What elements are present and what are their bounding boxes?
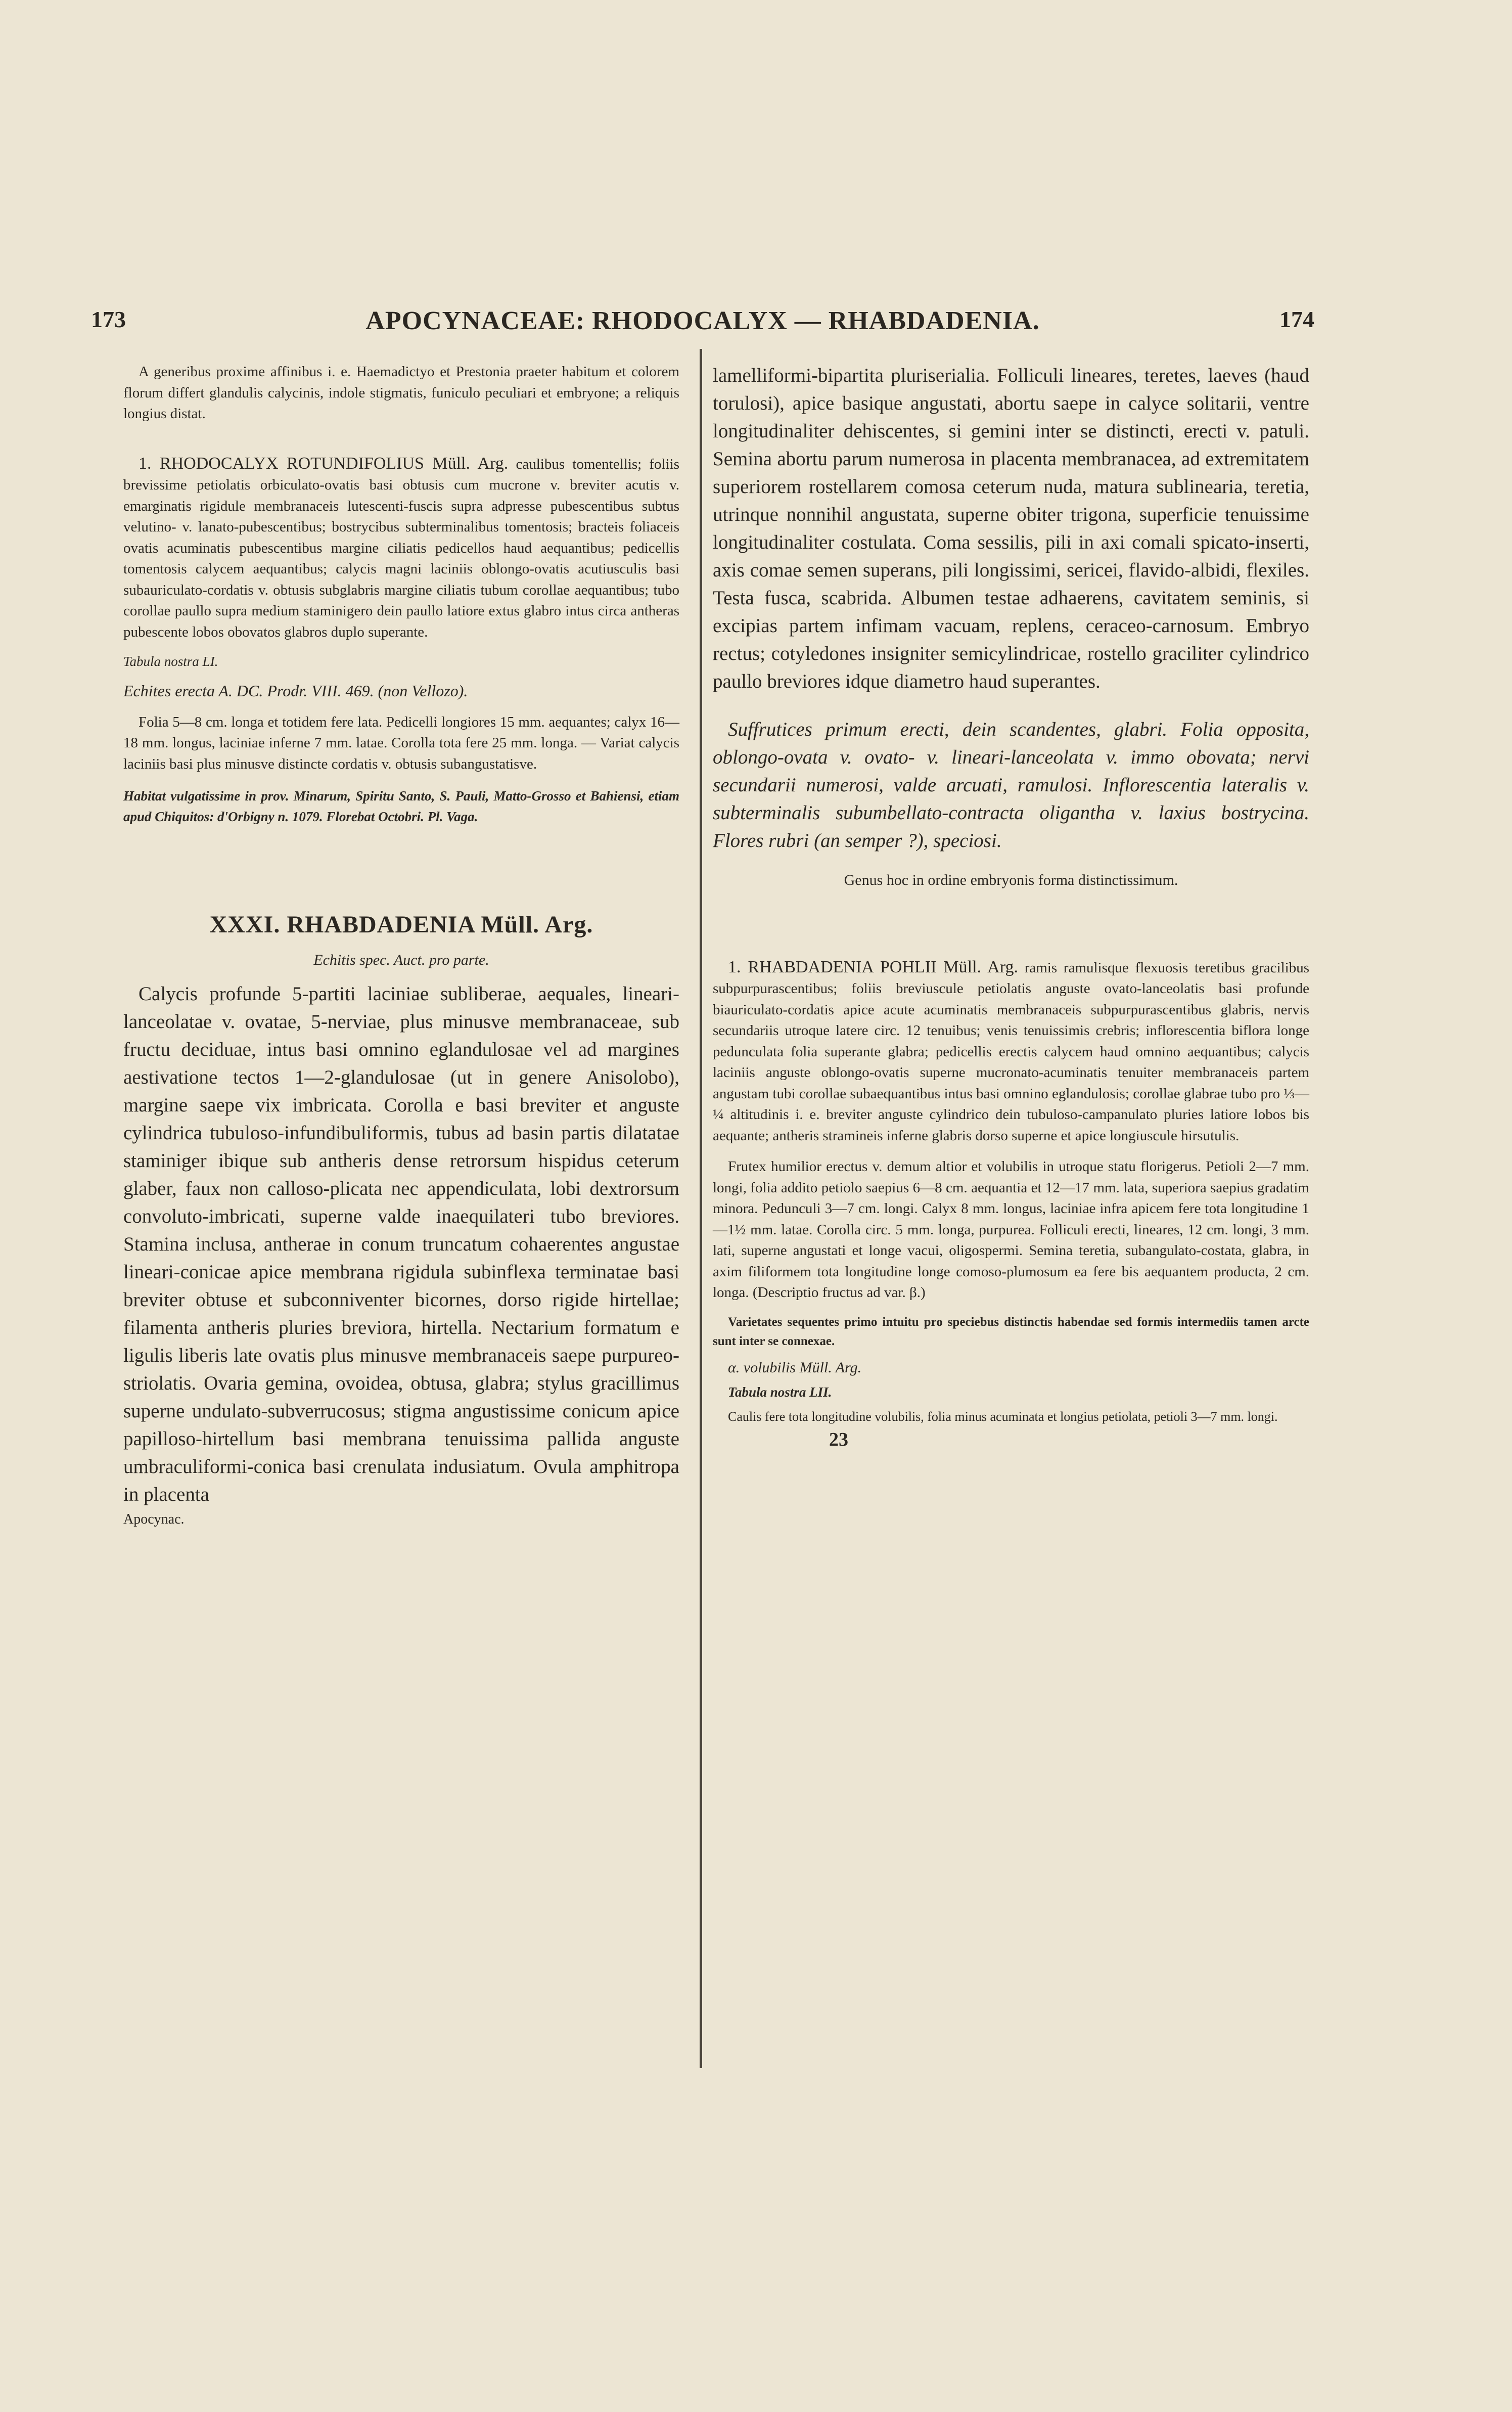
genus-note: Genus hoc in ordine embryonis forma distinctissimum. bbox=[844, 872, 1178, 888]
variety-alpha: α. volubilis Müll. Arg. bbox=[728, 1359, 862, 1376]
left-column bbox=[123, 362, 679, 1528]
section-title: XXXI. RHABDADENIA Müll. Arg. bbox=[209, 911, 593, 938]
variety-alpha-description: Caulis fere tota longitudine volubilis, folia minus acuminata et longius petiolata, petioli 3—7 mm. longi. bbox=[728, 1409, 1278, 1424]
signature-number: 23 bbox=[829, 1428, 848, 1450]
species-diagnosis: caulibus tomentellis; foliis brevissime petiolatis orbiculato-ovatis basi obtusis cum mucrone v. breviter acutis v. emarginatis rigidule membranaceis lutescenti-fuscis supra adpresse pubescentibus subtus velutino- v. lanato-pubescentibus; bostrycibus subterminalibus tomentosis; bracteis foliaceis ovatis acuminatis pubescentibus margine ciliatis pedicellos haud aequantibus; pedicellis tomentosis calycem aequantibus; calycis magni laciniis oblongo-ovatis acutiusculis basi subauriculato-cordatis v. obtusis subglabris margine ciliatis tubum corollae aequantibus; tubo corollae paullo supra medium staminigero dein paullo latiore extus glabro intus circa antheras pubescente lobos obovatos glabros duplo superante. bbox=[123, 456, 679, 640]
running-title: APOCYNACEAE: RHODOCALYX — RHABDADENIA. bbox=[365, 306, 1040, 335]
species-diagnosis: ramis ramulisque flexuosis teretibus gracilibus subpurpurascentibus; foliis breviuscule petiolatis anguste ovato-lanceolatis basi profunde biauriculato-cordatis apice acute acuminatis membranaceis subpurpurascentibus glabris, nervis secundariis utroque latere circ. 12 tenuibus; venis tenuissimis crebris; inflorescentia biflora longe pedunculata folia superante glabra; pedicellis erectis calycem haud omnino aequantibus; calycis laciniis anguste oblongo-ovatis superne mucronato-acuminatis tenuiter membranaceis partem angustam tubi corollae subaequantibus intus basi omnino eglandulosis; corollae glabrae tubo pro ⅓—¼ altitudinis i. e. breviter anguste cylindrico dein tubuloso-campanulato pluries latiore lobos bis aequante; antheris stramineis inferne glabris dorso superne et apice longiuscule hirsutulis. bbox=[713, 959, 1309, 1144]
section-subtitle: Echitis spec. Auct. pro parte. bbox=[313, 952, 489, 968]
species-description: Frutex humilior erectus v. demum altior et volubilis in utroque statu florigerus. Petioli 2—7 mm. longi, folia addito petiolo saepius 6—8 cm. aequantia et 12—17 mm. lata, superiora saepius gradatim minora. Pedunculi 3—7 cm. longi. Calyx 8 mm. longus, laciniae infra apicem fere tota longitudine 1—1½ mm. latae. Corolla circ. 5 mm. longa, purpurea. Folliculi erecti, lineares, 12 cm. longi, 3 mm. lati, superne angustati et longe vacui, oligospermi. Semina teretia, subangulato-costata, glabra, in axim filiformem tota longitudine longe comoso-plumosum ea fere bis aequantem producta, 2 cm. longa. (Descriptio fructus ad var. β.) bbox=[713, 1158, 1309, 1301]
species-rhodocalyx-rotundifolius bbox=[123, 453, 679, 643]
genus-intro: A generibus proxime affinibus i. e. Haemadictyo et Prestonia praeter habitum et colorem florum differt glandulis calycinis, indole stigmatis, funiculo peculiari et embryone; a reliquis longius distat. bbox=[123, 364, 679, 422]
tabula-reference: Tabula nostra LI. bbox=[123, 654, 218, 669]
habit-description: Suffrutices primum erecti, dein scandentes, glabri. Folia opposita, oblongo-ovata v. ovato- v. lineari-lanceolata v. immo obovata; nervi secundarii numerosi, valde arcuati, ramulosi. Inflorescentia lateralis v. subterminalis subumbellato-contracta oligantha v. laxius bostrycina. Flores rubri (an semper ?), speciosi. bbox=[713, 719, 1309, 852]
habitat: Habitat vulgatissime in prov. Minarum, Spiritu Santo, S. Pauli, Matto-Grosso et Bahiensi, etiam apud Chiquitos: d'Orbigny n. 1079. Florebat Octobri. Pl. Vaga. bbox=[123, 788, 679, 824]
running-header bbox=[91, 306, 1314, 346]
species-description: Folia 5—8 cm. longa et totidem fere lata. Pedicelli longiores 15 mm. aequantes; calyx 16—18 mm. longus, laciniae inferne 7 mm. latae. Corolla tota fere 25 mm. longa. — Variat calycis laciniis basi plus minusve distincte cordatis v. obtusis subangustatisve. bbox=[123, 713, 679, 772]
synonym: Echites erecta A. DC. Prodr. VIII. 469. (non Vellozo). bbox=[123, 682, 468, 700]
genus-description: Calycis profunde 5-partiti laciniae subliberae, aequales, lineari-lanceolatae v. ovatae, 5-nerviae, plus minusve membranaceae, sub fructu deciduae, intus basi omnino eglandulosae vel ad margines aestivatione tectos 1—2-glandulosae (ut in genere Anisolobo), margine saepe vix imbricata. Corolla e basi breviter et anguste cylindrica tubuloso-infundibuliformis, tubus ad basin partis dilatatae staminiger ibique sub antheris dense retrorsum hispidus ceterum glaber, faux non calloso-plicata nec appendiculata, lobi dextrorsum convoluto-imbricati, superne valde inaequilateri tubo breviores. Stamina inclusa, antherae in conum truncatum cohaerentes angustae lineari-conicae apice membrana rigidula subinflexa terminatae basi breviter obtuse et subconniventer bicornes, dorso rigide hirtellae; filamenta antheris pluries breviora, hirtella. Nectarium formatum e ligulis liberis late ovatis plus minusve membranaceis saepe purpureo-striolatis. Ovaria gemina, ovoidea, obtusa, glabra; stylus gracillimus superne undulato-subverrucosus; stigma angustissime conicum apice papilloso-hirtellum basi membrana tenuissima pallida anguste umbraculiformi-conica basi crenulata indusiatum. Ovula amphitropa in placenta bbox=[123, 983, 679, 1505]
page-number-right: 174 bbox=[1279, 306, 1314, 332]
species-title: 1. RHABDADENIA POHLII Müll. Arg. bbox=[728, 957, 1018, 976]
right-column bbox=[713, 362, 1309, 1451]
genus-description-continued: lamelliformi-bipartita pluriserialia. Folliculi lineares, teretes, laeves (haud torulosi), apice basique angustati, abortu saepe in calyce solitarii, ventre longitudinaliter dehiscentes, si gemini inter se distincti, erecti v. patuli. Semina abortu parum numerosa in placenta membranacea, ad extremitatem superiorem rostellarem comosa ceterum nuda, matura sublinearia, teretia, utrinque nonnihil angustata, superne obiter trigona, superficie tenuissime longitudinaliter costulata. Coma sessilis, pili in axi comali spicato-inserti, axis comae semen superans, pili longissimi, sericei, flavido-albidi, flexiles. Testa fusca, scabrida. Albumen testae adhaerens, cavitatem seminis, si excipias partem infimam vacuam, replens, ceraceo-carnosum. Embryo rectus; cotyledones insigniter semicylindricae, rostello graciliter cylindrico paullo breviores idque diametro haud superantes. bbox=[713, 365, 1309, 692]
signature-mark: Apocynac. bbox=[123, 1511, 185, 1527]
species-title: 1. RHODOCALYX ROTUNDIFOLIUS Müll. Arg. bbox=[139, 454, 509, 473]
page-number-left: 173 bbox=[91, 306, 126, 332]
species-rhabdadenia-pohlii bbox=[713, 957, 1309, 1147]
varietates-note: Varietates sequentes primo intuitu pro speciebus distinctis habendae sed formis intermediis tamen arcte sunt inter se connexae. bbox=[713, 1315, 1309, 1348]
column-divider bbox=[700, 349, 702, 2068]
tabula-reference: Tabula nostra LII. bbox=[728, 1384, 832, 1400]
